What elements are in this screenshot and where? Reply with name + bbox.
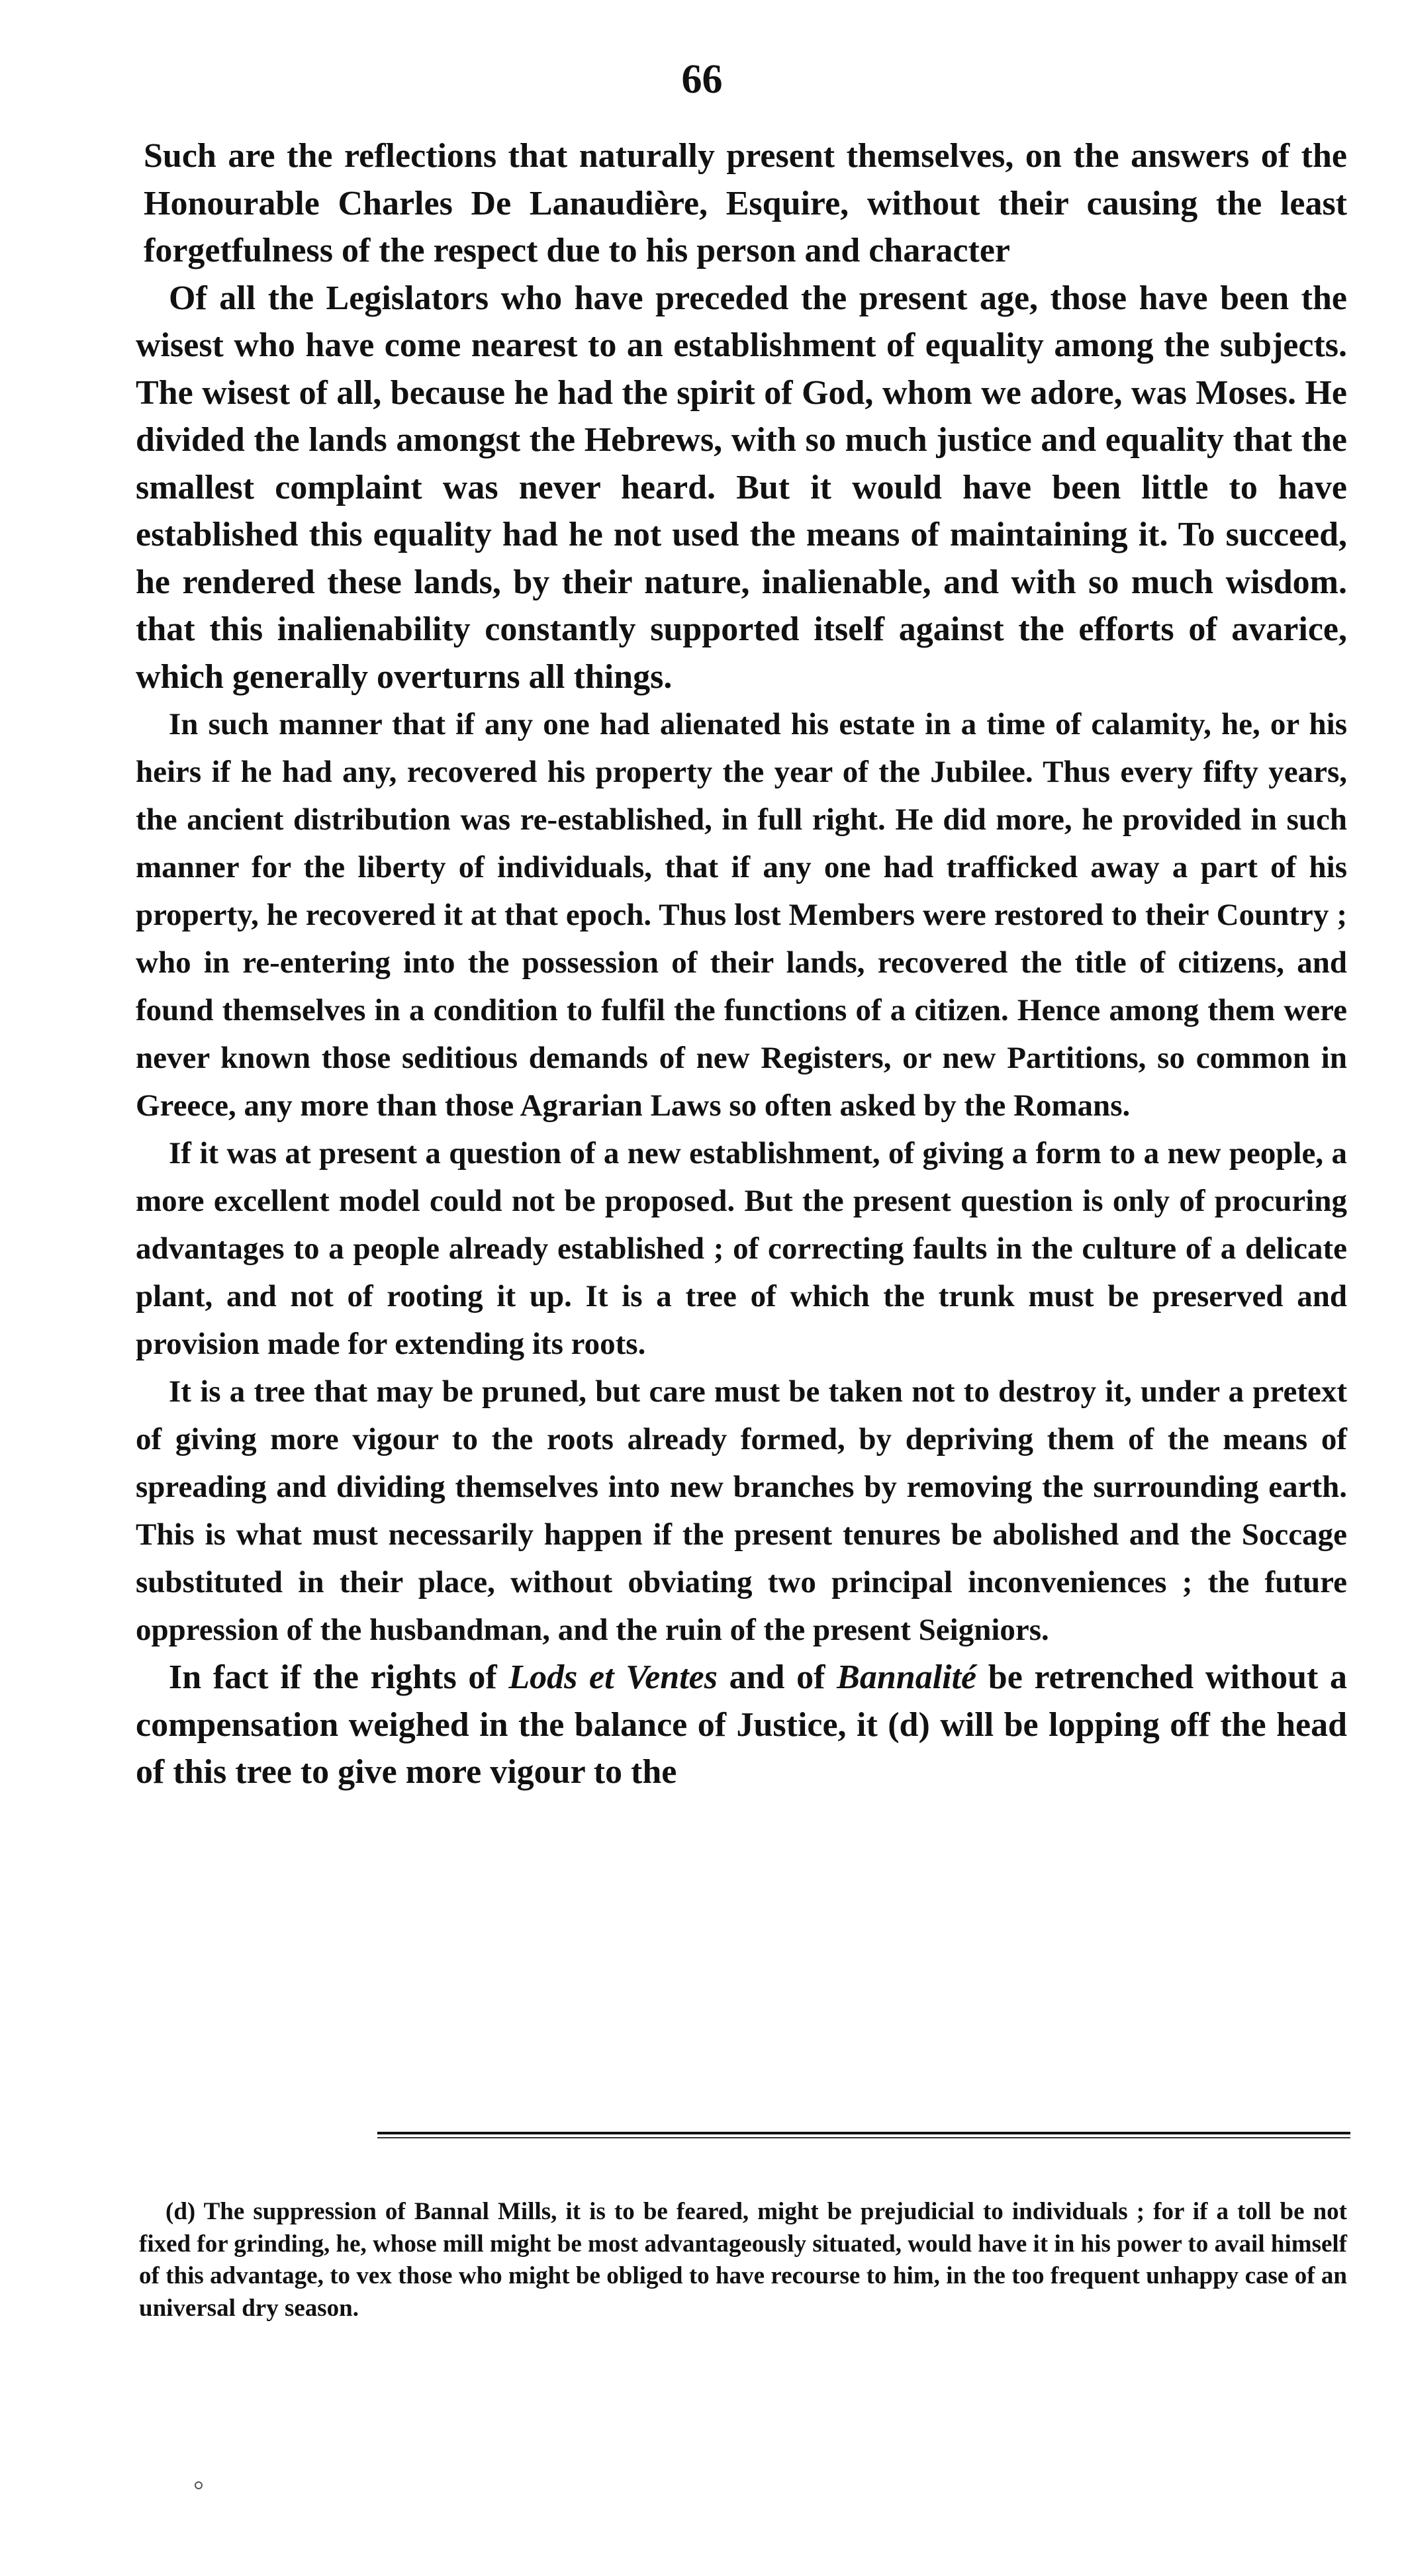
paragraph-tree-pruned: It is a tree that may be pruned, but care must be taken not to destroy it, under a pretext of giving more vigour to the roots already formed, by depriving them of the means of spreading and dividing themselves into new branches by removing the surrounding earth. This is what must necessarily happen if the present tenures be abolished and the Soccage substituted in their place, without obviating two principal inconveniences ; the future oppression of the husbandman, and the ruin of the present Seigniors. xyxy=(136,1374,1347,1647)
body-text xyxy=(136,132,1347,1796)
term-bannalite: Bannalité xyxy=(837,1658,977,1696)
footnote-bannal-mills: (d) The suppression of Bannal Mills, it is to be feared, might be prejudicial to individuals ; for if a toll be not fixed for grinding, he, whose mill might be most advantageously situated, would have it in his power to avail himself of this advantage, to vex those who might be obliged to have recourse to him, in the too frequent unhappy case of an universal dry season. xyxy=(139,2198,1347,2322)
page-number: 66 xyxy=(681,57,723,102)
paragraph-lods-et-ventes xyxy=(136,1654,1347,1796)
paragraph-lods-pre: In fact if the rights of xyxy=(169,1658,509,1696)
footnote-rule xyxy=(377,2132,1350,2134)
paragraph-jubilee: In such manner that if any one had alienated his estate in a time of calamity, he, or his heirs if he had any, recovered his property the year of the Jubilee. Thus every fifty years, the ancient distribution was re-established, in full right. He did more, he provided in such manner for the liberty of individuals, that if any one had trafficked away a part of his property, he recovered it at that epoch. Thus lost Members were restored to their Country ; who in re-entering into the possession of their lands, recovered the title of citizens, and found themselves in a condition to fulfil the functions of a citizen. Hence among them were never known those seditious demands of new Registers, or new Partitions, so common in Greece, any more than those Agrarian Laws so often asked by the Romans. xyxy=(136,707,1347,1123)
ink-speck-mark xyxy=(195,2481,203,2489)
paragraph-lods-mid: and of xyxy=(717,1658,837,1696)
paragraph-legislators: Of all the Legislators who have preceded the present age, those have been the wisest who have come nearest to an establishment of equality among the subjects. The wisest of all, because he had the spirit of God, whom we adore, was Moses. He divided the lands amongst the Hebrews, with so much justice and equality that the smallest complaint was never heard. But it would have been little to have established this equality had he not used the means of maintaining it. To succeed, he rendered these lands, by their nature, inalienable, and with so much wisdom. that this inalienability constantly supported itself against the efforts of avarice, which generally overturns all things. xyxy=(136,279,1347,696)
paragraph-reflections: Such are the reflections that naturally present themselves, on the answers of the Honourable Charles De Lanaudière, Esquire, without their causing the least forgetfulness of the respect due to his person and character xyxy=(144,137,1347,269)
paragraph-lods-post: be retrenched without a compensation weighed in the balance of Justice, it (d) will be lopping off the head of this tree to give more vigour to the xyxy=(136,1658,1348,1791)
footnote-rule-secondary xyxy=(377,2137,1350,2138)
term-lods-et-ventes: Lods et Ventes xyxy=(508,1658,718,1696)
paragraph-new-establishment: If it was at present a question of a new establishment, of giving a form to a new people, a more excellent model could not be proposed. But the present question is only of procuring advantages to a people already established ; of correcting faults in the culture of a delicate plant, and not of rooting it up. It is a tree of which the trunk must be preserved and provision made for extending its roots. xyxy=(136,1136,1347,1361)
